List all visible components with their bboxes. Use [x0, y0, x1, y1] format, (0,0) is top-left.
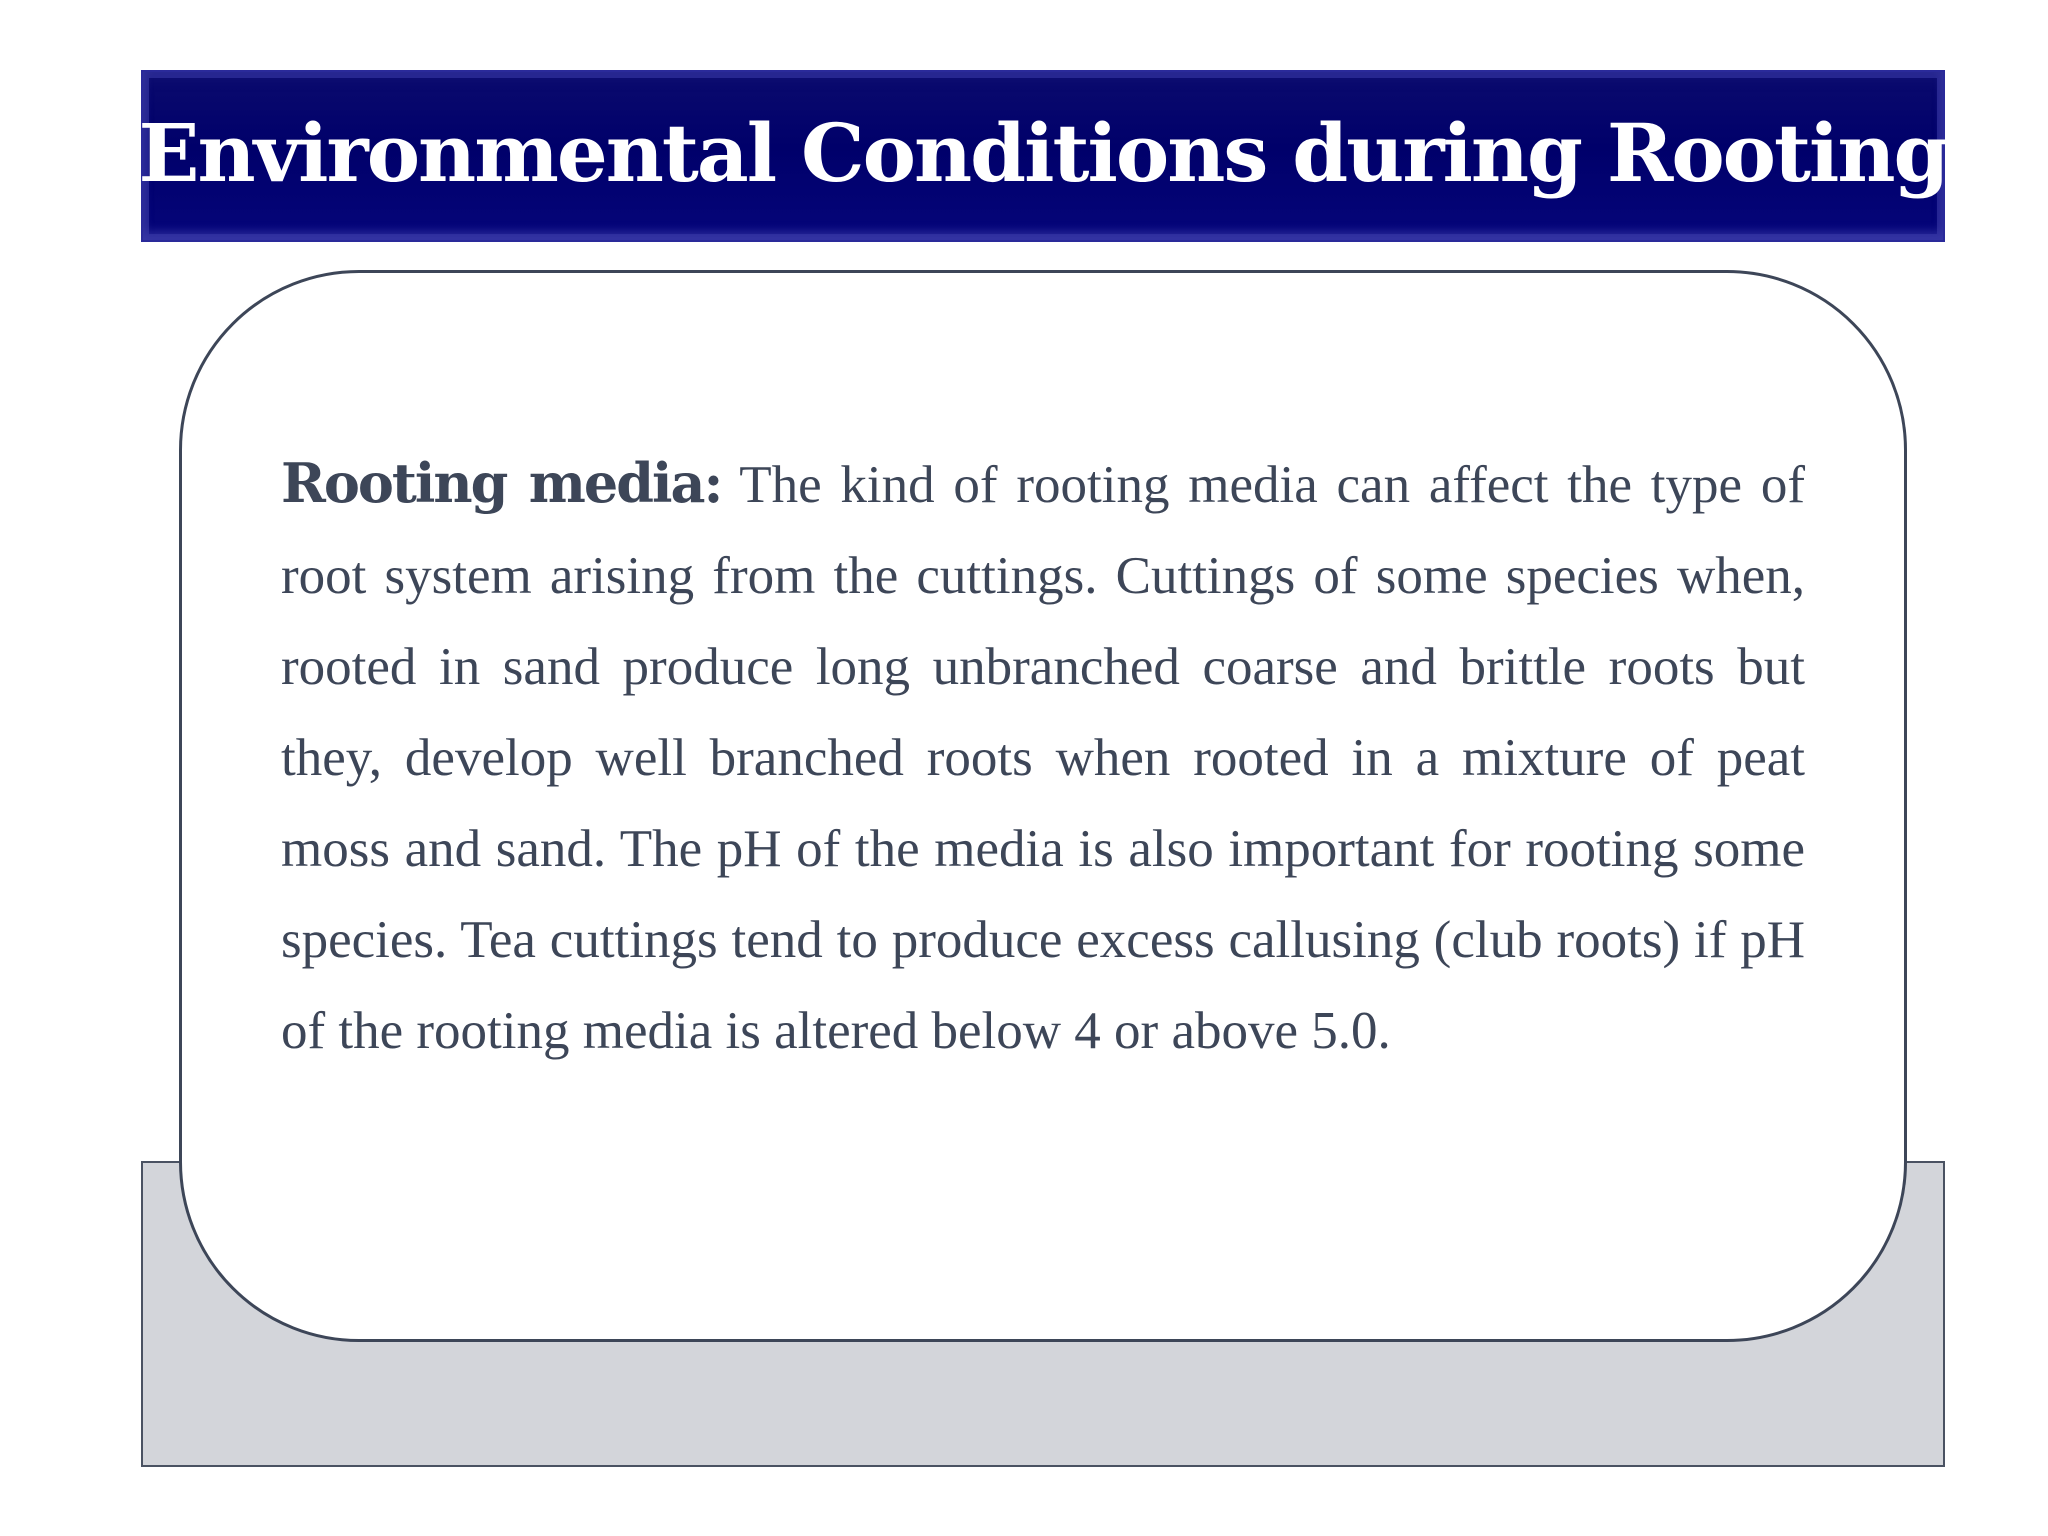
slide-title: Environmental Conditions during Rooting [138, 106, 1948, 200]
title-bar [138, 70, 1948, 242]
body-text: The kind of rooting media can affect the type of root system arising from the cuttings. Cuttings of some species when, rooted in sand produce long unbranched coarse and brittle roots but they, develop well branched roots when rooted in a mixture of peat moss and sand. The pH of the media is also important for rooting some species. Tea cuttings tend to produce excess callusing (club roots) if pH of the rooting media is altered below 4 or above 5.0. [281, 456, 1805, 1060]
body-paragraph [281, 438, 1805, 1077]
body-term: Rooting media: [281, 451, 722, 515]
